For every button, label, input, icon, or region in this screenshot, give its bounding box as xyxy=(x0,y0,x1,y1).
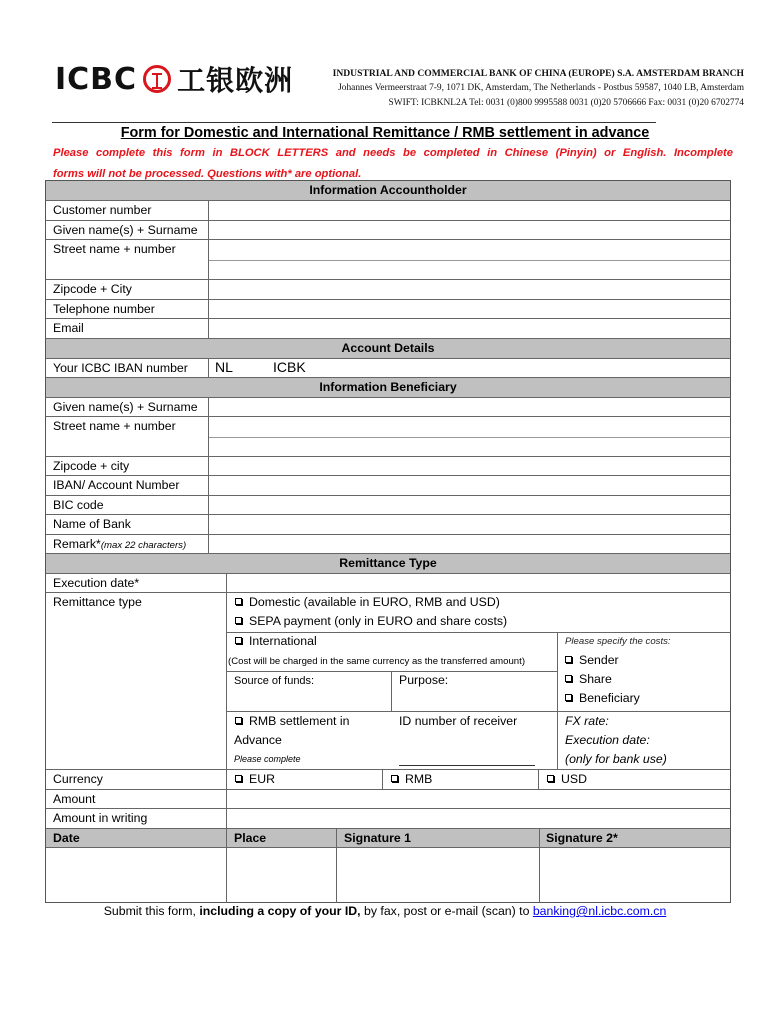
column-divider xyxy=(336,829,337,847)
bank-name: INDUSTRIAL AND COMMERCIAL BANK OF CHINA (EUROPE) S.A. AMSTERDAM BRANCH xyxy=(332,68,744,79)
street-input-line-1[interactable] xyxy=(209,240,730,260)
signature-header-row xyxy=(46,829,730,848)
cost-option-share[interactable] xyxy=(565,672,612,686)
section-title: Information Accountholder xyxy=(309,183,467,197)
field-label: Street name + number xyxy=(53,242,176,256)
remittance-form-table xyxy=(45,180,731,903)
international-note: (Cost will be charged in the same currency as the transferred amount) xyxy=(228,656,526,667)
cost-option-sender[interactable] xyxy=(565,653,619,667)
field-label: Remittance type xyxy=(53,595,142,609)
field-row-given-name xyxy=(46,221,730,240)
currency-option-usd[interactable] xyxy=(547,772,587,786)
field-row-street xyxy=(46,240,730,280)
logo-wordmark: ICBC xyxy=(55,61,138,97)
field-label: Amount xyxy=(53,792,96,806)
costs-prompt: Please specify the costs: xyxy=(565,636,671,647)
source-of-funds-input[interactable] xyxy=(227,671,391,711)
field-label: Telephone number xyxy=(53,302,155,316)
rmb-settlement-label-2: Advance xyxy=(234,733,282,747)
section-title: Information Beneficiary xyxy=(319,380,457,394)
id-receiver-label: ID number of receiver xyxy=(399,714,518,728)
row-divider xyxy=(227,632,730,633)
field-label: Street name + number xyxy=(53,419,176,433)
form-title-text: Form for Domestic and International Remittance / RMB settlement in advance xyxy=(120,125,650,141)
column-header-signature-1: Signature 1 xyxy=(344,831,411,845)
field-label: Amount in writing xyxy=(53,811,148,825)
section-header-beneficiary xyxy=(46,378,730,398)
telephone-input[interactable] xyxy=(209,300,730,318)
purpose-label: Purpose: xyxy=(399,673,449,687)
field-row-remark xyxy=(46,535,730,554)
beneficiary-street-input-line-1[interactable] xyxy=(209,417,730,437)
header-divider xyxy=(52,122,656,123)
field-label xyxy=(53,537,186,551)
currency-option-eur[interactable] xyxy=(235,772,275,786)
checkbox-icon[interactable] xyxy=(235,717,242,724)
remark-label: Remark* xyxy=(53,537,101,551)
field-row-currency xyxy=(46,770,730,790)
field-row-beneficiary-zipcode xyxy=(46,457,730,476)
field-label: Given name(s) + Surname xyxy=(53,223,198,237)
field-row-iban xyxy=(46,359,730,378)
checkbox-icon[interactable] xyxy=(391,775,398,782)
option-domestic[interactable] xyxy=(235,595,500,609)
option-label: USD xyxy=(561,772,587,786)
field-row-amount-in-writing xyxy=(46,809,730,829)
source-of-funds-label: Source of funds: xyxy=(234,675,315,687)
field-label: IBAN/ Account Number xyxy=(53,478,180,492)
option-label: Sender xyxy=(579,653,619,667)
beneficiary-zipcode-input[interactable] xyxy=(209,457,730,475)
field-label: Email xyxy=(53,321,84,335)
field-row-telephone xyxy=(46,300,730,319)
remark-hint: (max 22 characters) xyxy=(100,540,187,551)
field-row-bank-name xyxy=(46,515,730,535)
option-rmb-settlement[interactable] xyxy=(235,714,349,728)
checkbox-icon[interactable] xyxy=(235,775,242,782)
field-label: Name of Bank xyxy=(53,517,131,531)
given-name-input[interactable] xyxy=(209,221,730,239)
field-row-beneficiary-street xyxy=(46,417,730,457)
footer-bold-text: including a copy of your ID, xyxy=(199,904,361,918)
fx-rate-label: FX rate: xyxy=(565,714,609,728)
signature-2-field[interactable] xyxy=(540,848,730,903)
street-input-line-2[interactable] xyxy=(209,260,730,279)
field-row-execution-date xyxy=(46,574,730,593)
column-header-place: Place xyxy=(234,831,267,845)
notice-line-2: forms will not be processed. Questions with* are optional. xyxy=(53,168,362,180)
section-title: Account Details xyxy=(341,341,435,355)
checkbox-icon[interactable] xyxy=(565,694,572,701)
field-row-beneficiary-name xyxy=(46,398,730,417)
field-row-beneficiary-iban xyxy=(46,476,730,496)
column-divider xyxy=(538,770,539,789)
iban-prefix: NL xyxy=(215,359,233,375)
field-row-remittance-type xyxy=(46,593,730,770)
beneficiary-street-input-line-2[interactable] xyxy=(209,437,730,456)
bank-info xyxy=(333,66,744,111)
checkbox-icon[interactable] xyxy=(547,775,554,782)
checkbox-icon[interactable] xyxy=(235,617,242,624)
column-divider xyxy=(226,829,227,847)
id-receiver-input[interactable] xyxy=(399,765,535,766)
field-row-bic xyxy=(46,496,730,515)
currency-option-rmb[interactable] xyxy=(391,772,432,786)
bank-name-input[interactable] xyxy=(209,515,730,534)
option-label: International xyxy=(249,634,317,648)
form-notice xyxy=(53,143,733,185)
column-divider xyxy=(382,770,383,789)
amount-in-writing-input[interactable] xyxy=(227,809,730,828)
option-label: SEPA payment (only in EURO and share costs) xyxy=(249,614,508,628)
field-label: Given name(s) + Surname xyxy=(53,400,198,414)
place-input[interactable] xyxy=(227,848,336,903)
option-label: Share xyxy=(579,672,612,686)
column-divider xyxy=(557,632,558,769)
field-row-zipcode xyxy=(46,280,730,300)
field-row-customer-number xyxy=(46,201,730,221)
column-divider xyxy=(226,770,227,789)
cost-option-beneficiary[interactable] xyxy=(565,691,640,705)
footer-text: Submit this form, xyxy=(103,904,200,918)
beneficiary-name-input[interactable] xyxy=(209,398,730,416)
option-label: Beneficiary xyxy=(579,691,640,705)
remark-input[interactable] xyxy=(209,535,730,553)
iban-input[interactable] xyxy=(209,359,730,377)
customer-number-input[interactable] xyxy=(209,201,730,220)
column-divider xyxy=(539,829,540,847)
field-label: Zipcode + city xyxy=(53,459,130,473)
footer-text: by fax, post or e-mail (scan) to xyxy=(360,904,533,918)
execution-date-input[interactable] xyxy=(227,574,730,592)
signature-row xyxy=(46,848,730,903)
date-input[interactable] xyxy=(46,848,226,903)
bank-contact: SWIFT: ICBKNL2A Tel: 0031 (0)800 9995588 0031 (0)20 5706666 Fax: 0031 (0)20 6702774 xyxy=(388,98,744,108)
notice-line-1: Please complete this form in BLOCK LETTERS and needs be completed in Chinese (Pinyin) or English. Incomplete xyxy=(53,147,733,159)
amount-input[interactable] xyxy=(227,790,730,808)
column-header-signature-2: Signature 2* xyxy=(546,831,618,845)
zipcode-city-input[interactable] xyxy=(209,280,730,299)
option-label: Domestic (available in EURO, RMB and USD) xyxy=(249,595,500,609)
option-label: EUR xyxy=(249,772,275,786)
section-title: Remittance Type xyxy=(339,556,437,570)
bank-execution-date-label: Execution date: xyxy=(565,733,650,747)
email-link[interactable]: banking@nl.icbc.com.cn xyxy=(532,904,667,918)
checkbox-icon[interactable] xyxy=(235,637,242,644)
purpose-input[interactable] xyxy=(392,671,557,711)
field-label: BIC code xyxy=(53,498,104,512)
section-header-account-details xyxy=(46,339,730,359)
logo-chinese: 工银欧洲 xyxy=(177,64,294,97)
form-title xyxy=(0,125,770,141)
field-label: Your ICBC IBAN number xyxy=(53,361,188,375)
section-header-remittance-type xyxy=(46,554,730,574)
beneficiary-iban-input[interactable] xyxy=(209,476,730,495)
field-label: Execution date* xyxy=(53,576,140,590)
submission-instructions xyxy=(0,904,770,918)
column-header-date: Date xyxy=(53,831,80,845)
option-label: RMB settlement in xyxy=(249,714,350,728)
option-international[interactable] xyxy=(235,634,317,648)
bic-code-input[interactable] xyxy=(209,496,730,514)
option-sepa[interactable] xyxy=(235,614,507,628)
bank-address: Johannes Vermeerstraat 7-9, 1071 DK, Amsterdam, The Netherlands - Postbus 59587, 1040 LB, Amsterdam xyxy=(338,83,744,93)
field-label: Zipcode + City xyxy=(53,282,132,296)
field-row-email xyxy=(46,319,730,339)
please-complete-note: Please complete xyxy=(234,754,301,764)
signature-1-field[interactable] xyxy=(337,848,539,903)
field-row-amount xyxy=(46,790,730,809)
checkbox-icon[interactable] xyxy=(235,598,242,605)
field-label: Customer number xyxy=(53,203,152,217)
icbc-emblem-icon xyxy=(143,65,171,93)
bank-use-note: (only for bank use) xyxy=(565,752,667,766)
bank-logo xyxy=(55,62,293,96)
iban-bank-code: ICBK xyxy=(273,359,306,375)
option-label: RMB xyxy=(405,772,433,786)
checkbox-icon[interactable] xyxy=(565,656,572,663)
checkbox-icon[interactable] xyxy=(565,675,572,682)
field-label: Currency xyxy=(53,772,103,786)
row-divider xyxy=(227,711,730,712)
email-input[interactable] xyxy=(209,319,730,338)
section-header-accountholder xyxy=(46,181,730,201)
